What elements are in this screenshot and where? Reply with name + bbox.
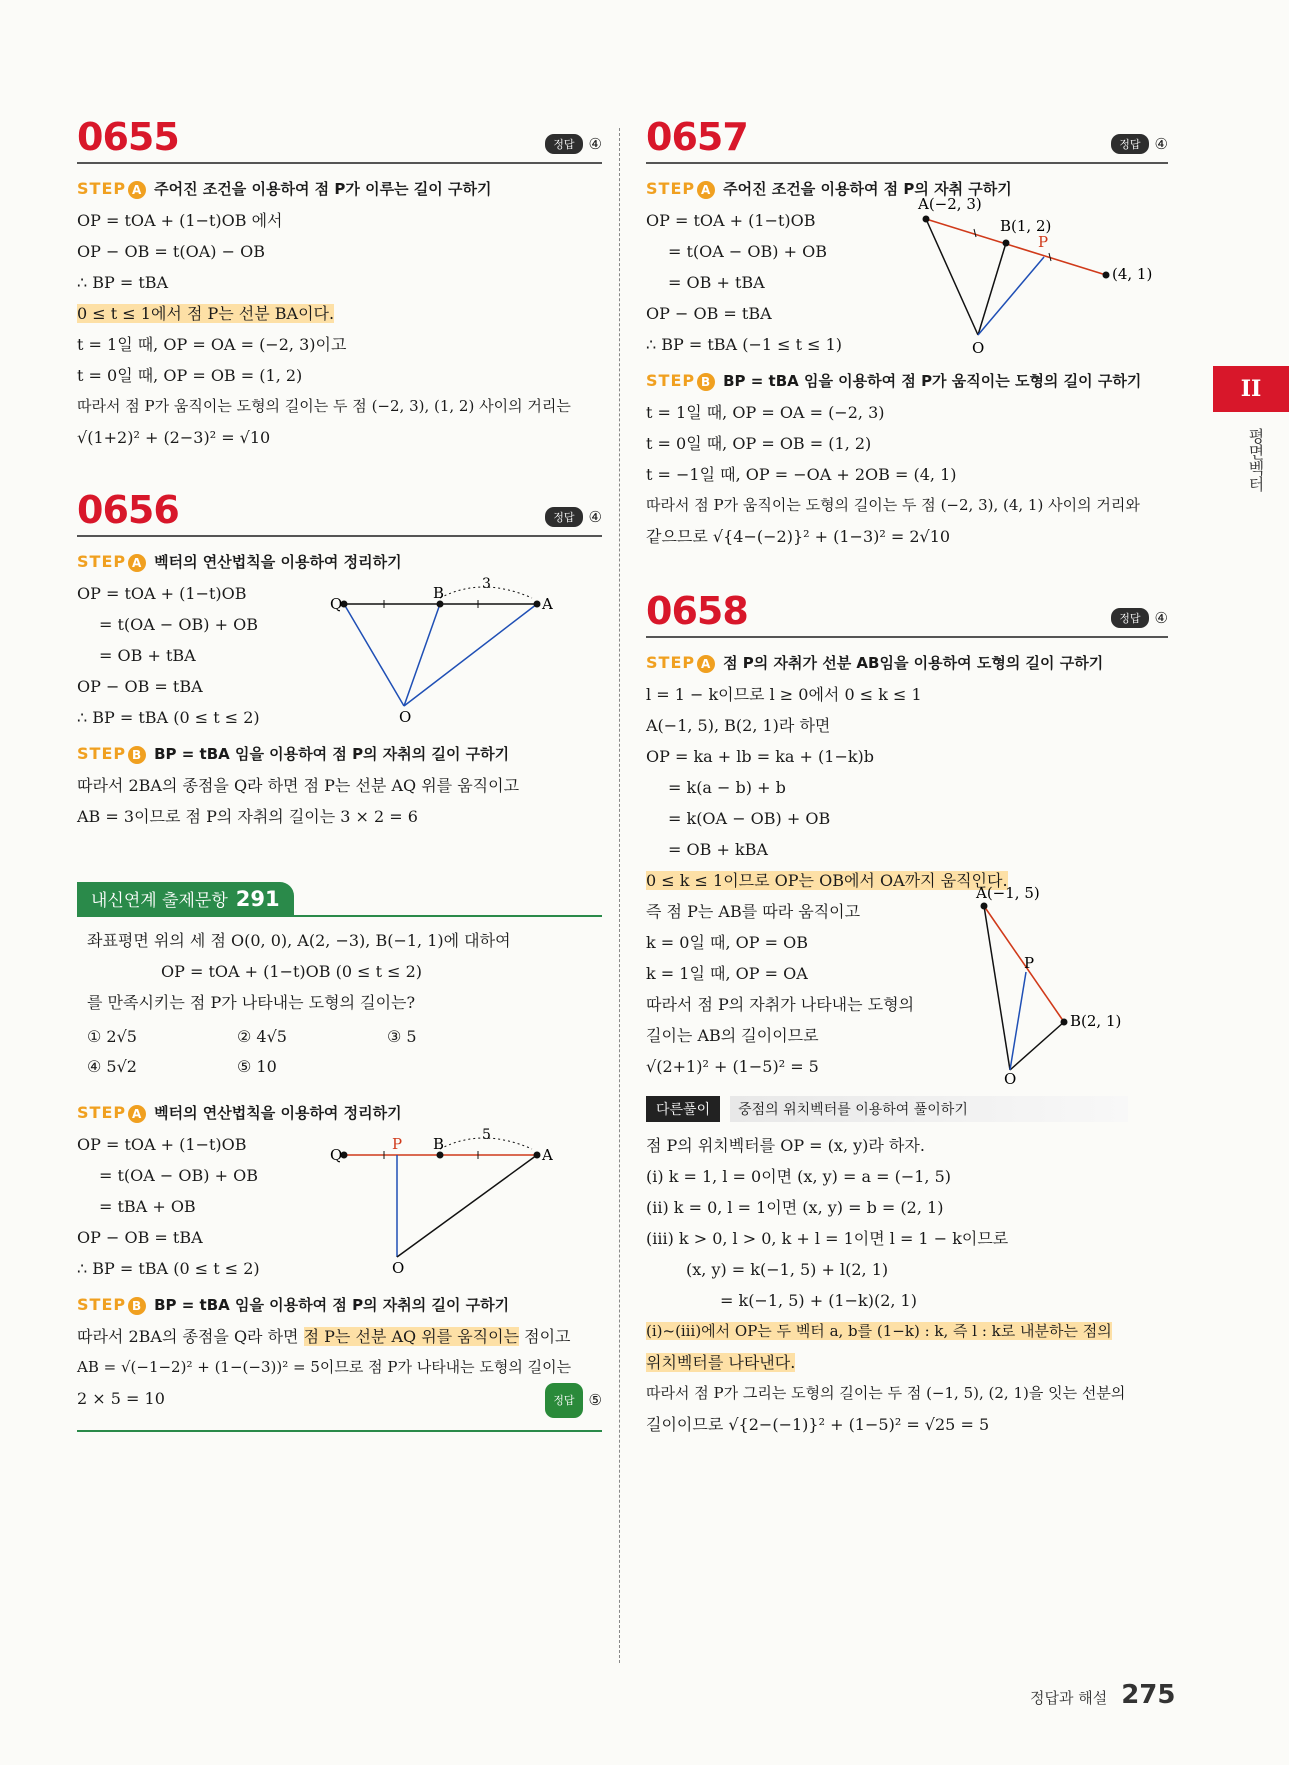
sol-line: = OB + tBA: [668, 273, 765, 292]
sol-line: OP − OB = tBA: [646, 304, 772, 323]
label-p: P: [1038, 233, 1049, 251]
sol-line: OP = tOA + (1−t)OB: [77, 1135, 247, 1154]
step-b-title: BP = tBA 임을 이용하여 점 P의 자취의 길이 구하기: [154, 1296, 510, 1314]
sol-line: AB = √(−1−2)² + (1−(−3))² = 5이므로 점 P가 나타내는 도형의 길이는: [77, 1358, 572, 1376]
segment-ob: [1010, 1022, 1064, 1070]
footer: [1030, 1680, 1176, 1710]
step-a-title: 벡터의 연산법칙을 이용하여 정리하기: [154, 1104, 402, 1122]
label-p: P: [1024, 954, 1035, 972]
answer-badge: 정답: [545, 134, 582, 154]
sol-line: t = 1일 때, OP = OA = (−2, 3): [646, 403, 885, 422]
step-a: [77, 1102, 602, 1123]
alt-highlight: 위치벡터를 나타낸다.: [646, 1353, 796, 1372]
answer-badge: 정답: [545, 507, 582, 527]
sol-line: [77, 1383, 602, 1432]
question-line: 를 만족시키는 점 P가 나타내는 도형의 길이는?: [87, 993, 416, 1012]
problem-number: 0658: [646, 589, 748, 633]
sol-line: 즉 점 P는 AB를 따라 움직이고: [646, 902, 861, 921]
sol-line: = k(a − b) + b: [668, 778, 786, 797]
sol-line: ∴ BP = tBA: [77, 273, 169, 292]
problem-number: 0655: [77, 115, 179, 159]
chapter-tab: II: [1213, 366, 1289, 412]
step-b-tag: STEP B: [77, 744, 146, 764]
answer: [545, 507, 602, 529]
answer: [1111, 134, 1168, 156]
step-b: [646, 370, 1168, 391]
answer: [545, 1383, 602, 1420]
vector-oa: [404, 604, 537, 706]
label-c: (4, 1): [1112, 265, 1153, 283]
question-line: 좌표평면 위의 세 점 O(0, 0), A(2, −3), B(−1, 1)에 대하여: [87, 931, 511, 950]
figure-0658: [976, 884, 1166, 1088]
chapter-title: 평면벡터: [1246, 428, 1265, 492]
naesin-rule: [77, 915, 602, 917]
problem-0655: [77, 115, 602, 453]
sol-highlight: 점 P는 선분 AQ 위를 움직이는: [303, 1327, 520, 1346]
sol-line: 따라서 점 P의 자취가 나타내는 도형의: [646, 995, 915, 1014]
step-b-tag: STEP B: [646, 371, 715, 391]
label-b: B(1, 2): [1000, 217, 1052, 235]
problem-0657: [646, 115, 1168, 552]
sol-line-highlight: 0 ≤ t ≤ 1에서 점 P는 선분 BA이다.: [77, 304, 335, 323]
step-a-title: 벡터의 연산법칙을 이용하여 정리하기: [154, 553, 402, 571]
sol-line: l = 1 − k이므로 l ≥ 0에서 0 ≤ k ≤ 1: [646, 685, 922, 704]
page-number: 275: [1121, 1680, 1176, 1710]
sol-line: OP = tOA + (1−t)OB: [646, 211, 816, 230]
sol-line: 따라서 점 P가 움직이는 도형의 길이는 두 점 (−2, 3), (4, 1) 사이의 거리와: [646, 496, 1140, 514]
problem-header: [646, 589, 1168, 638]
label-o: O: [972, 339, 985, 357]
sol-line: √(2+1)² + (1−5)² = 5: [646, 1057, 819, 1076]
label-a: A: [542, 1146, 553, 1164]
segment-oa: [926, 219, 978, 335]
sol-line: t = 0일 때, OP = OB = (1, 2): [646, 434, 872, 453]
sol-line: t = −1일 때, OP = −OA + 2OB = (4, 1): [646, 465, 957, 484]
right-column: [646, 115, 1168, 1440]
figure-291: [332, 1127, 592, 1277]
tick: [974, 229, 976, 237]
step-b-title: BP = tBA 임을 이용하여 점 P가 움직이는 도형의 길이 구하기: [723, 372, 1142, 390]
column-divider: [619, 128, 620, 1663]
sol-line: k = 0일 때, OP = OB: [646, 933, 808, 952]
step-a-title: 주어진 조건을 이용하여 점 P의 자취 구하기: [723, 180, 1012, 198]
sol-line: 따라서 점 P가 움직이는 도형의 길이는 두 점 (−2, 3), (1, 2) 사이의 거리는: [77, 397, 571, 415]
choice-3: ③ 5: [387, 1027, 417, 1046]
point-a: [923, 216, 930, 223]
sol-line: t = 0일 때, OP = OB = (1, 2): [77, 366, 303, 385]
naesin-label: 내신연계 출제문항: [91, 891, 228, 911]
choice-4: ④ 5√2: [87, 1057, 137, 1076]
answer: [1111, 608, 1168, 630]
naesin-header: [77, 882, 294, 915]
label-b: B(2, 1): [1070, 1012, 1122, 1030]
point-b: [1061, 1019, 1068, 1026]
question-line: OP = tOA + (1−t)OB (0 ≤ t ≤ 2): [161, 962, 423, 981]
sol-line: OP = tOA + (1−t)OB 에서: [77, 211, 283, 230]
vector-ob: [404, 604, 440, 706]
sol-line: 같으므로 √{4−(−2)}² + (1−3)² = 2√10: [646, 527, 951, 546]
sol-line: k = 1일 때, OP = OA: [646, 964, 808, 983]
sol-line-highlight: 0 ≤ k ≤ 1이므로 OP는 OB에서 OA까지 움직인다.: [646, 871, 1008, 890]
alt-line: (x, y) = k(−1, 5) + l(2, 1): [686, 1260, 889, 1279]
naesin-number: 291: [235, 886, 280, 911]
segment-oa: [984, 906, 1010, 1070]
step-b: [77, 1294, 602, 1315]
alt-line: (ⅰ) k = 1, l = 0이면 (x, y) = a = (−1, 5): [646, 1167, 952, 1186]
figure-0657: [916, 195, 1166, 360]
answer-badge: 정답: [1111, 608, 1148, 628]
step-a: [77, 178, 602, 199]
alt-solution-header: [646, 1096, 1168, 1122]
figure-0656: [332, 576, 592, 726]
sol-line: A(−1, 5), B(2, 1)라 하면: [646, 716, 831, 735]
step-a-tag: STEP A: [77, 552, 146, 572]
alt-line: = k(−1, 5) + (1−k)(2, 1): [720, 1291, 917, 1310]
step-b-tag: STEP B: [77, 1295, 146, 1315]
step-a-tag: STEP A: [646, 179, 715, 199]
step-a-title: 주어진 조건을 이용하여 점 P가 이루는 길이 구하기: [154, 180, 492, 198]
answer-badge: 정답: [545, 1383, 582, 1418]
alt-line: 길이이므로 √{2−(−1)}² + (1−5)² = √25 = 5: [646, 1415, 990, 1434]
vector-oq: [344, 604, 404, 706]
sol-line: [77, 1321, 602, 1352]
sol-line: OP − OB = tBA: [77, 1228, 203, 1247]
sol-line: √(1+2)² + (2−3)² = √10: [77, 428, 271, 447]
answer-value: ⑤: [588, 1391, 602, 1409]
vector-op: [1010, 972, 1026, 1070]
problem-header: [77, 488, 602, 537]
alt-tag: 다른풀이: [646, 1096, 720, 1122]
label-3: 3: [482, 576, 491, 592]
alt-title: 중점의 위치벡터를 이용하여 풀이하기: [730, 1096, 1128, 1122]
point-a: [534, 1152, 541, 1159]
label-b: B: [433, 1135, 445, 1153]
step-a: [646, 652, 1168, 673]
sol-line: = t(OA − OB) + OB: [99, 615, 258, 634]
step-a-title: 점 P의 자취가 선분 AB임을 이용하여 도형의 길이 구하기: [723, 654, 1104, 672]
label-p: P: [392, 1135, 403, 1153]
problem-0658: [646, 589, 1168, 1440]
label-q: Q: [330, 595, 343, 613]
sol-line: ∴ BP = tBA (0 ≤ t ≤ 2): [77, 708, 260, 727]
choices: [77, 1024, 602, 1080]
segment-oa: [397, 1155, 537, 1257]
sol-line: OP = tOA + (1−t)OB: [77, 584, 247, 603]
step-a-tag: STEP A: [77, 1103, 146, 1123]
point-b: [1003, 240, 1010, 247]
label-q: Q: [330, 1146, 343, 1164]
sol-line: = OB + tBA: [99, 646, 196, 665]
sol-line: OP = ka + lb = ka + (1−k)b: [646, 747, 875, 766]
sol-line: = t(OA − OB) + OB: [668, 242, 827, 261]
step-b: [77, 743, 602, 764]
label-a: A(−2, 3): [918, 195, 982, 213]
sol-line: = t(OA − OB) + OB: [99, 1166, 258, 1185]
footer-text: 정답과 해설: [1030, 1689, 1108, 1707]
sol-text: 점이고: [519, 1327, 571, 1346]
alt-highlight: (ⅰ)~(ⅲ)에서 OP는 두 벡터 a, b를 (1−k) : k, 즉 l : k로 내분하는 점의: [646, 1322, 1112, 1340]
sol-line: AB = 3이므로 점 P의 자취의 길이는 3 × 2 = 6: [77, 807, 418, 826]
choice-2: ② 4√5: [237, 1027, 287, 1046]
alt-line: 점 P의 위치벡터를 OP = (x, y)라 하자.: [646, 1136, 925, 1155]
label-o: O: [1004, 1070, 1017, 1088]
naesin-problem-291: [77, 876, 602, 1432]
alt-line: (ⅲ) k > 0, l > 0, k + l = 1이면 l = 1 − k이므로: [646, 1229, 1009, 1248]
problem-header: [77, 115, 602, 164]
label-o: O: [399, 708, 412, 726]
left-column: [77, 115, 602, 1432]
problem-number: 0657: [646, 115, 748, 159]
sol-line: ∴ BP = tBA (0 ≤ t ≤ 2): [77, 1259, 260, 1278]
label-b: B: [433, 584, 445, 602]
step-a-tag: STEP A: [77, 179, 146, 199]
sol-line: 길이는 AB의 길이이므로: [646, 1026, 819, 1045]
problem-header: [646, 115, 1168, 164]
problem-0656: [77, 488, 602, 832]
sol-line: t = 1일 때, OP = OA = (−2, 3)이고: [77, 335, 347, 354]
step-a-tag: STEP A: [646, 653, 715, 673]
sol-line: = OB + kBA: [668, 840, 768, 859]
alt-line: (ⅱ) k = 0, l = 1이면 (x, y) = b = (2, 1): [646, 1198, 944, 1217]
point-a: [981, 903, 988, 910]
answer: [545, 134, 602, 156]
problem-number: 0656: [77, 488, 179, 532]
sol-line: = k(OA − OB) + OB: [668, 809, 831, 828]
step-b-title: BP = tBA 임을 이용하여 점 P의 자취의 길이 구하기: [154, 745, 510, 763]
sol-line: OP − OB = t(OA) − OB: [77, 242, 265, 261]
answer-value: ④: [588, 508, 602, 526]
step-a: [77, 551, 602, 572]
vector-op: [978, 257, 1044, 335]
sol-text: 2 × 5 = 10: [77, 1389, 165, 1408]
point-c: [1103, 272, 1110, 279]
alt-line: 따라서 점 P가 그리는 도형의 길이는 두 점 (−1, 5), (2, 1)을 잇는 선분의: [646, 1384, 1126, 1402]
sol-line: OP − OB = tBA: [77, 677, 203, 696]
alt-line: [646, 1316, 1168, 1347]
sol-line: 따라서 2BA의 종점을 Q라 하면 점 P는 선분 AQ 위를 움직이고: [77, 776, 520, 795]
sol-line: ∴ BP = tBA (−1 ≤ t ≤ 1): [646, 335, 843, 354]
label-o: O: [392, 1259, 405, 1277]
answer-value: ④: [1154, 609, 1168, 627]
point-a: [534, 601, 541, 608]
answer-badge: 정답: [1111, 134, 1148, 154]
choice-5: ⑤ 10: [237, 1057, 277, 1076]
sol-line: = tBA + OB: [99, 1197, 196, 1216]
segment-ob: [978, 243, 1006, 335]
sol-text: 따라서 2BA의 종점을 Q라 하면: [77, 1327, 304, 1346]
label-5: 5: [482, 1127, 491, 1143]
answer-value: ④: [588, 135, 602, 153]
choice-1: ① 2√5: [87, 1027, 137, 1046]
label-a: A(−1, 5): [976, 884, 1040, 902]
answer-value: ④: [1154, 135, 1168, 153]
label-a: A: [542, 595, 553, 613]
